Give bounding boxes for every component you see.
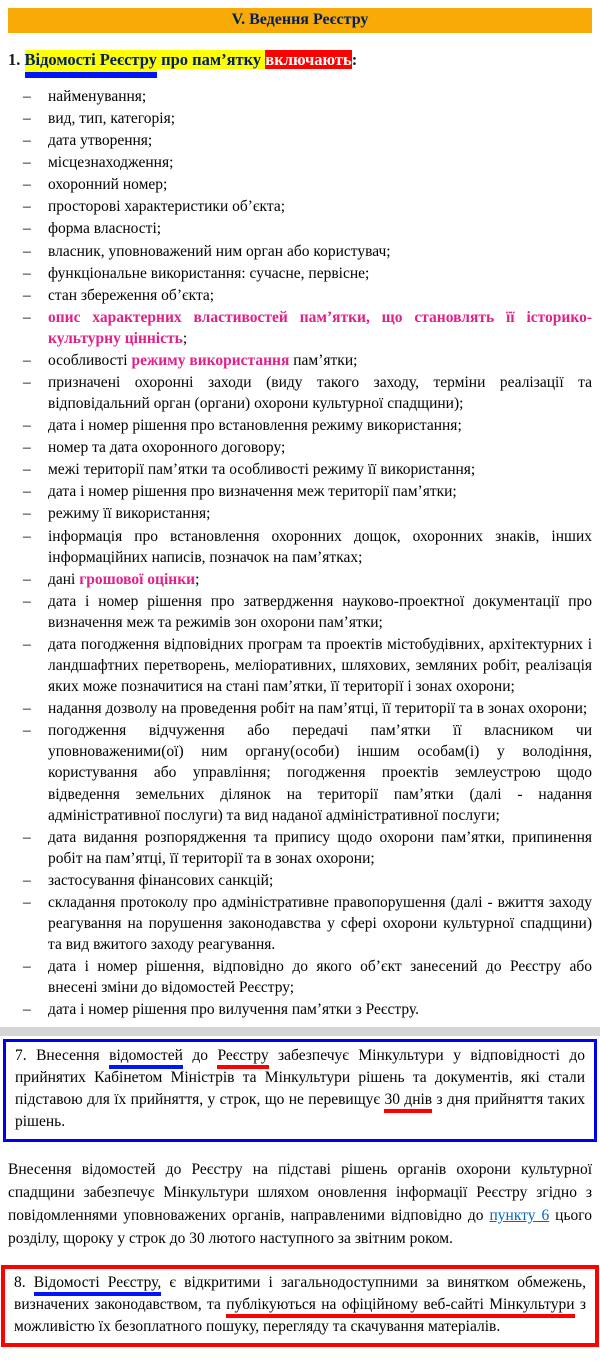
registry-list-item (8, 196, 592, 217)
registry-list-item (8, 956, 592, 998)
text-segment: з можливістю їх безоплатного пошуку, перегляду та скачування матеріалів. (14, 1296, 587, 1336)
text-segment: з дня прийняття таких рішень. (15, 1091, 585, 1131)
list-item-text (48, 700, 587, 717)
list-item-text (48, 958, 592, 996)
dash-marker: – (23, 242, 31, 260)
clause-1-colon: : (351, 50, 358, 69)
list-item-text (48, 265, 369, 282)
registry-list-item (8, 526, 592, 568)
text-segment: опис характерних властивостей пам’ятки, що становлять її історико-культурну цінність (48, 308, 592, 347)
text-segment: номер та дата охоронного договору; (48, 439, 286, 457)
registry-list-item (8, 108, 592, 129)
dash-marker: – (23, 154, 31, 172)
text-segment: дата і номер рішення про вилучення пам’ятки з Реєстру. (48, 1001, 419, 1019)
text-segment: публікуються на офіційному веб-сайті Мінкультури (226, 1296, 574, 1318)
list-item-text (48, 894, 592, 953)
section-header-band (8, 8, 592, 33)
text-segment: складання протоколу про адміністративне правопорушення (далі - вжиття заходу реагування на порушення законодавства у сфері охорони культурної спадщини) та вид вжитого заходу реагування. (48, 893, 592, 954)
text-segment: дані (48, 570, 80, 588)
text-segment: власник, уповноважений ним орган або користувач; (48, 242, 391, 260)
registry-list-item (8, 569, 592, 590)
list-item-text (48, 722, 592, 823)
text-segment: 8. (14, 1274, 34, 1292)
clause-1-red-highlight: включають (265, 50, 352, 69)
dash-marker: – (23, 828, 31, 846)
list-item-text (48, 132, 152, 149)
text-segment: дата видання розпорядження та припису щодо охорони пам’ятки, припинення робіт на пам’ятці, її території та в зонах охорони; (48, 828, 592, 867)
dash-marker: – (23, 635, 31, 653)
dash-marker: – (23, 700, 31, 718)
registry-list-item (8, 437, 592, 458)
list-item-text (48, 309, 592, 347)
text-segment: ; (195, 570, 200, 588)
text-segment: дата і номер рішення про визначення меж території пам’ятки; (48, 483, 457, 501)
dash-marker: – (23, 570, 31, 588)
registry-list-item (8, 634, 592, 697)
text-segment: погодження відчуження або передачі пам’ятки її власником чи уповноваженими(ої) ним органу(особи) іншим особам(і) у володіння, користування або управління; погодження проектів землеустрою щодо відведення земельних ділянок на території пам’ятки (далі - надання адміністративної послуги) та вид наданої адміністративної послуги; (48, 722, 592, 824)
clause-7-continuation-paragraph (8, 1159, 592, 1250)
registry-list-item (8, 459, 592, 480)
text-segment: до (182, 1047, 218, 1065)
text-segment: місцезнаходження; (48, 154, 174, 172)
text-segment: межі території пам’ятки та особливості режиму її використання; (48, 461, 476, 479)
text-segment: дата і номер рішення, відповідно до якого об’єкт занесений до Реєстру або внесені зміни до відомостей Реєстру; (48, 958, 592, 997)
registry-list-item (8, 263, 592, 284)
registry-list-item (8, 870, 592, 891)
registry-list-item (8, 481, 592, 502)
list-item-text (48, 636, 592, 695)
registry-list-item (8, 892, 592, 955)
registry-list-item (8, 591, 592, 633)
clause-1-underlined-text: Відомості Реєстру (25, 50, 157, 78)
dash-marker: – (23, 439, 31, 457)
text-segment: пам’ятки; (289, 351, 358, 369)
dash-marker: – (23, 264, 31, 282)
dash-marker: – (23, 351, 31, 369)
registry-info-list (8, 86, 592, 1020)
text-segment: грошової оцінки (79, 570, 196, 588)
list-item-text (48, 220, 161, 237)
dash-marker: – (23, 871, 31, 889)
list-item-text (48, 571, 199, 588)
list-item-text (48, 1001, 419, 1018)
list-item-text (48, 287, 214, 304)
text-segment: застосування фінансових санкцій; (48, 871, 274, 889)
list-item-text (48, 439, 285, 456)
dash-marker: – (23, 176, 31, 194)
registry-list-item (8, 130, 592, 151)
text-segment: форма власності; (48, 220, 162, 238)
registry-list-item (8, 350, 592, 371)
registry-list-item (8, 827, 592, 869)
text-segment: 7. Внесення (15, 1047, 110, 1065)
dash-marker: – (23, 88, 31, 105)
list-item-text (48, 374, 592, 412)
list-item-text (48, 352, 357, 369)
text-segment: надання дозволу на проведення робіт на пам’ятці, її території та в зонах охорони; (48, 700, 588, 718)
text-segment: Відомості Реєстру, (34, 1274, 161, 1296)
registry-list-item (8, 999, 592, 1020)
registry-list-item (8, 241, 592, 262)
text-segment: дата і номер рішення про встановлення режиму використання; (48, 417, 462, 435)
registry-list-item (8, 698, 592, 719)
registry-list-item (8, 218, 592, 239)
dash-marker: – (23, 592, 31, 610)
dash-marker: – (23, 1001, 31, 1019)
list-item-text (48, 176, 167, 193)
text-segment: режиму використання (131, 351, 290, 369)
text-segment: особливості (48, 351, 132, 369)
text-segment: дата погодження відповідних програм та проектів містобудівних, архітектурних і ландшафтних перетворень, меліоративних, шляхових, земляних робіт, реалізація яких може позначитися на стані пам’ятки, її території і зонах охорони; (48, 635, 592, 696)
text-segment: Реєстру (217, 1047, 268, 1069)
list-item-text (48, 243, 391, 260)
text-segment: 30 днів (384, 1091, 432, 1113)
list-item-text (48, 88, 146, 105)
dash-marker: – (23, 417, 31, 435)
list-item-text (48, 829, 592, 867)
text-segment: забезпечує Мінкультури у відповідності до прийнятих Кабінетом Міністрів та Мінкультури рішень та документів, які стали підставою для їх прийняття, у строк, що не перевищує (15, 1047, 585, 1109)
clause-8-red-box (1, 1265, 599, 1347)
text-segment: стан збереження об’єкта; (48, 286, 215, 304)
text-segment: ; (182, 329, 188, 347)
registry-list-item (8, 720, 592, 825)
text-segment: відомостей (109, 1047, 183, 1069)
dash-marker: – (23, 374, 31, 392)
clause-1-heading (8, 50, 592, 70)
registry-list-item (8, 174, 592, 195)
dash-marker: – (23, 461, 31, 479)
list-item-text (48, 483, 457, 500)
list-item-text (48, 593, 592, 631)
clause-7-blue-box (3, 1039, 597, 1142)
dash-marker: – (23, 958, 31, 976)
dash-marker: – (23, 527, 31, 545)
list-item-text (48, 872, 273, 889)
dash-marker: – (23, 198, 31, 216)
text-segment: цього розділу, щороку у строк до 30 лютого наступного за звітним роком. (8, 1206, 592, 1247)
text-segment: призначені охоронні заходи (виду такого заходу, терміни реалізації та відповідальний орган (органи) охорони культурної спадщини); (48, 374, 592, 413)
text-segment: є відкритими і загальнодоступними за винятком обмежень, визначених законодавством, та (14, 1274, 586, 1314)
text-segment: режиму її використання; (48, 505, 211, 523)
list-item-text (48, 154, 173, 171)
dash-marker: – (23, 286, 31, 304)
dash-marker: – (23, 893, 31, 911)
list-item-text (48, 505, 210, 522)
dash-marker: – (23, 308, 31, 326)
dash-marker: – (23, 505, 31, 523)
dash-marker: – (23, 220, 31, 238)
list-item-text (48, 110, 175, 127)
page-break-band (0, 1027, 600, 1036)
registry-list-item (8, 415, 592, 436)
dash-marker: – (23, 722, 31, 740)
section-title: V. Ведення Реєстру (231, 11, 369, 28)
registry-list-item (8, 152, 592, 173)
text-segment: найменування; (48, 88, 147, 105)
text-segment: функціональне використання: сучасне, первісне; (48, 264, 370, 282)
text-segment: дата утворення; (48, 132, 153, 150)
registry-list-item (8, 372, 592, 414)
text-segment: Внесення відомостей до Реєстру на підставі рішень органів охорони культурної спадщини забезпечує Мінкультури шляхом оновлення інформації Реєстру згідно з повідомленнями уповноважених органів, направленими відповідно до (8, 1161, 592, 1224)
list-item-text (48, 198, 285, 215)
dash-marker: – (23, 483, 31, 501)
text-segment: інформація про встановлення охоронних дощок, охоронних знаків, інших інформаційних написів, позначок на пам’ятках; (48, 527, 592, 566)
text-segment: охоронний номер; (48, 176, 168, 194)
link-punkt-6[interactable]: пункту 6 (489, 1206, 550, 1224)
list-item-text (48, 528, 592, 566)
clause-1-number: 1. (8, 50, 21, 69)
registry-list-item (8, 86, 592, 107)
registry-list-item (8, 503, 592, 524)
clause-1-yellow-text: про пам’ятку (156, 50, 266, 69)
dash-marker: – (23, 132, 31, 150)
registry-list-item (8, 307, 592, 349)
text-segment: просторові характеристики об’єкта; (48, 198, 286, 216)
dash-marker: – (23, 110, 31, 128)
registry-list-item (8, 285, 592, 306)
text-segment: вид, тип, категорія; (48, 110, 176, 128)
list-item-text (48, 461, 475, 478)
text-segment: дата і номер рішення про затвердження науково-проектної документації про визначення меж та режимів зон охорони пам’ятки; (48, 592, 592, 631)
list-item-text (48, 417, 462, 434)
